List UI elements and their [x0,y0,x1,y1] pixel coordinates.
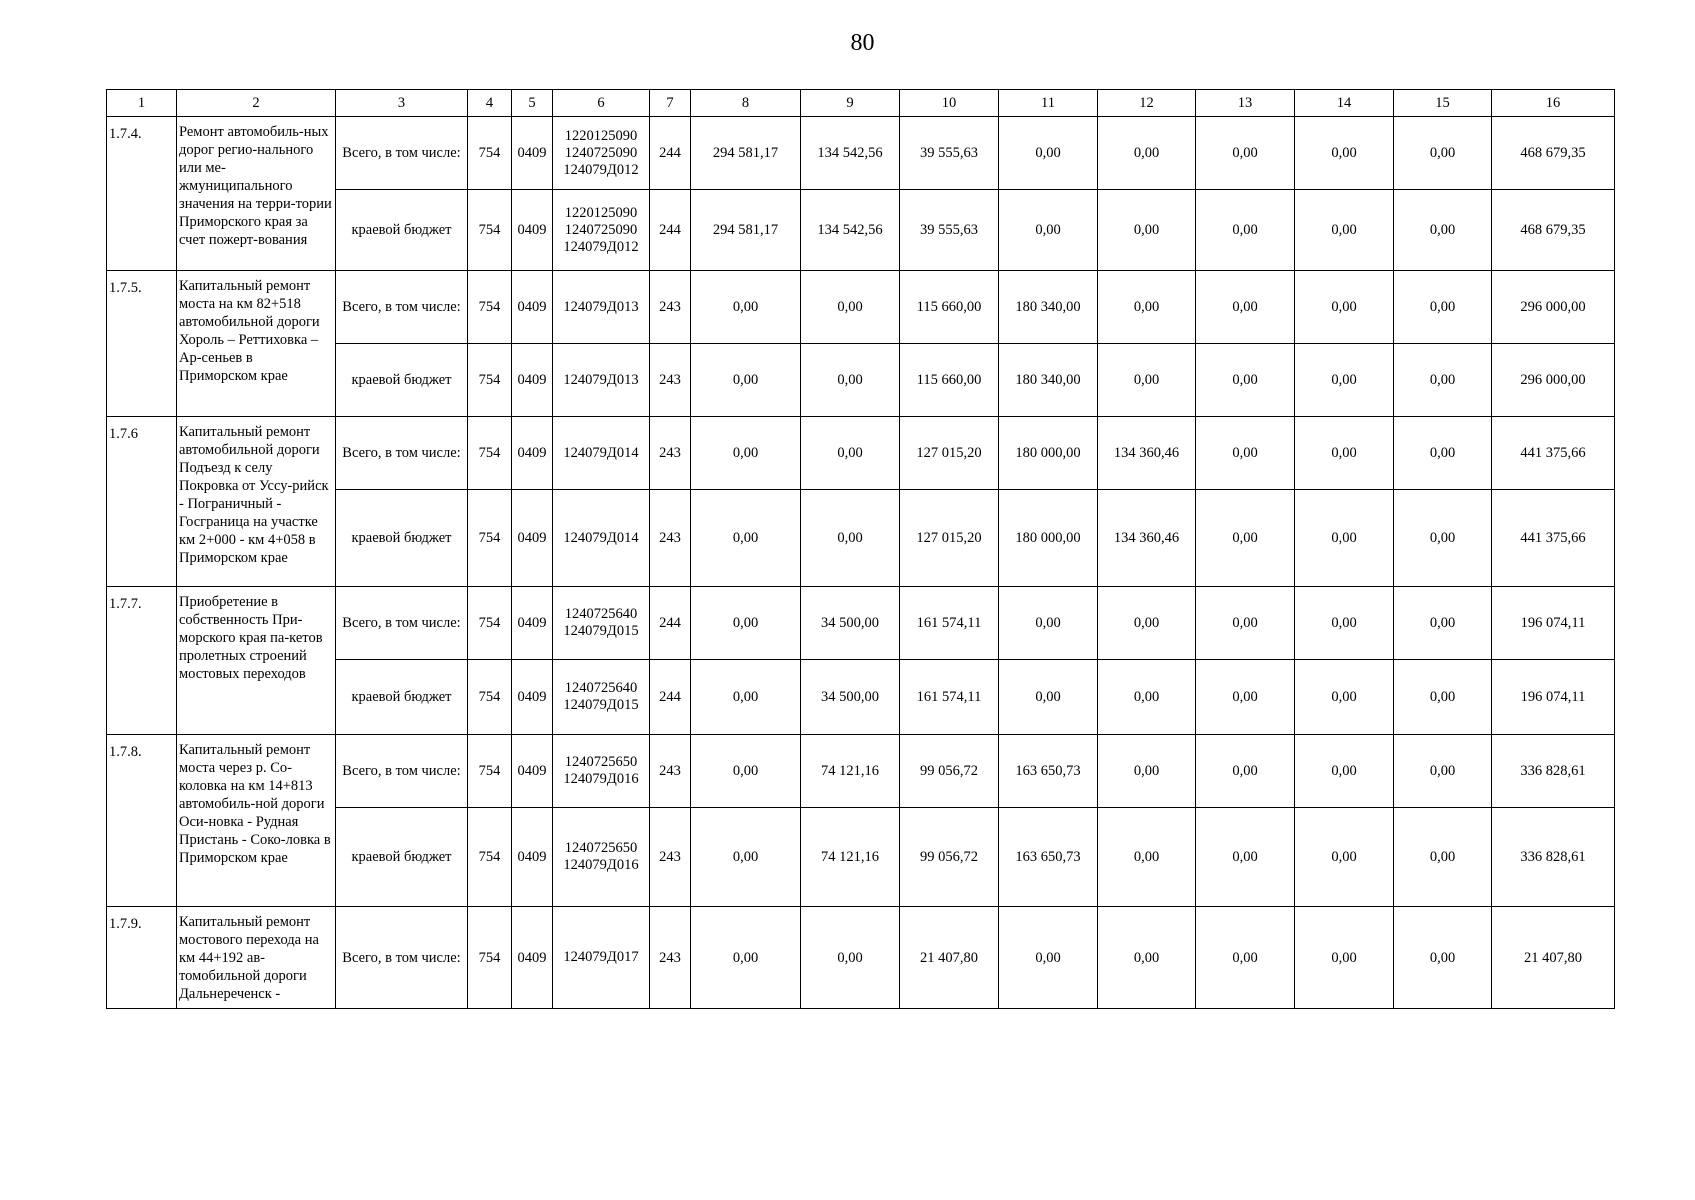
funding-type: краевой бюджет [336,808,468,907]
table-header-row [107,90,1615,117]
target-code: 124079Д016 [563,771,639,787]
amount-col-9: 34 500,00 [801,587,900,660]
expense-type-code: 244 [650,117,691,190]
amount-col-8: 0,00 [691,344,801,417]
amount-col-11: 180 340,00 [999,344,1098,417]
target-code: 124079Д012 [563,238,639,255]
amount-col-9: 74 121,16 [801,735,900,808]
expense-type-code: 243 [650,417,691,490]
item-number: 1.7.8. [107,735,177,907]
target-code: 124079Д013 [563,298,639,315]
amount-col-15: 0,00 [1394,907,1492,1009]
section-code: 0409 [512,490,553,587]
funding-type: Всего, в том числе: [336,735,468,808]
amount-col-12: 0,00 [1098,587,1196,660]
amount-col-13: 0,00 [1196,117,1295,190]
amount-col-13: 0,00 [1196,490,1295,587]
amount-col-15: 0,00 [1394,117,1492,190]
amount-col-10: 115 660,00 [900,344,999,417]
target-code: 124079Д014 [563,444,639,461]
funding-type: Всего, в том числе: [336,587,468,660]
amount-col-10: 115 660,00 [900,271,999,344]
ministry-code: 754 [468,660,512,735]
target-code: 1240725640 [564,680,638,696]
funding-type: краевой бюджет [336,344,468,417]
section-code: 0409 [512,907,553,1009]
column-header-10: 10 [900,90,999,117]
amount-col-16: 441 375,66 [1492,490,1615,587]
amount-col-13: 0,00 [1196,190,1295,271]
section-code: 0409 [512,190,553,271]
ministry-code: 754 [468,907,512,1009]
amount-col-15: 0,00 [1394,344,1492,417]
amount-col-9: 74 121,16 [801,808,900,907]
amount-col-10: 161 574,11 [900,587,999,660]
amount-col-8: 0,00 [691,490,801,587]
target-code: 1240725640 [564,606,638,622]
ministry-code: 754 [468,271,512,344]
amount-col-8: 294 581,17 [691,190,801,271]
amount-col-9: 0,00 [801,271,900,344]
item-number: 1.7.6 [107,417,177,587]
table-row [107,417,1615,490]
target-code: 124079Д014 [563,529,639,546]
expense-type-code: 243 [650,735,691,808]
amount-col-10: 39 555,63 [900,117,999,190]
amount-col-10: 99 056,72 [900,808,999,907]
section-code: 0409 [512,808,553,907]
target-code: 1240725090 [564,221,638,238]
ministry-code: 754 [468,808,512,907]
target-code: 1240725650 [564,754,638,770]
amount-col-11: 163 650,73 [999,808,1098,907]
amount-col-12: 0,00 [1098,907,1196,1009]
amount-col-13: 0,00 [1196,417,1295,490]
column-header-16: 16 [1492,90,1615,117]
target-codes [553,907,650,1009]
column-header-7: 7 [650,90,691,117]
amount-col-13: 0,00 [1196,587,1295,660]
amount-col-15: 0,00 [1394,735,1492,808]
table-body [107,117,1615,1009]
amount-col-15: 0,00 [1394,808,1492,907]
amount-col-16: 196 074,11 [1492,660,1615,735]
page-number: 80 [850,30,875,56]
amount-col-8: 0,00 [691,587,801,660]
amount-col-16: 296 000,00 [1492,271,1615,344]
target-codes [553,190,650,271]
amount-col-16: 441 375,66 [1492,417,1615,490]
amount-col-11: 0,00 [999,190,1098,271]
column-header-3: 3 [336,90,468,117]
amount-col-9: 34 500,00 [801,660,900,735]
amount-col-15: 0,00 [1394,490,1492,587]
amount-col-10: 127 015,20 [900,417,999,490]
expense-type-code: 243 [650,271,691,344]
table-row [107,587,1615,660]
amount-col-15: 0,00 [1394,190,1492,271]
funding-type: Всего, в том числе: [336,417,468,490]
amount-col-8: 0,00 [691,808,801,907]
column-header-8: 8 [691,90,801,117]
amount-col-10: 99 056,72 [900,735,999,808]
amount-col-14: 0,00 [1295,344,1394,417]
item-number: 1.7.7. [107,587,177,735]
funding-type: краевой бюджет [336,490,468,587]
amount-col-12: 0,00 [1098,190,1196,271]
expense-type-code: 244 [650,660,691,735]
amount-col-12: 0,00 [1098,117,1196,190]
section-code: 0409 [512,417,553,490]
amount-col-13: 0,00 [1196,735,1295,808]
table-row [107,271,1615,344]
amount-col-12: 0,00 [1098,660,1196,735]
target-code: 124079Д015 [563,697,639,713]
amount-col-13: 0,00 [1196,271,1295,344]
amount-col-11: 180 000,00 [999,490,1098,587]
amount-col-15: 0,00 [1394,417,1492,490]
amount-col-11: 0,00 [999,907,1098,1009]
amount-col-16: 196 074,11 [1492,587,1615,660]
item-name: Капитальный ремонт моста через р. Со-коловка на км 14+813 автомобиль-ной дороги Оси-новка - Рудная Пристань - Соко-ловка в Приморском крае [177,735,336,907]
section-code: 0409 [512,660,553,735]
section-code: 0409 [512,587,553,660]
section-code: 0409 [512,271,553,344]
target-codes [553,735,650,808]
amount-col-11: 0,00 [999,660,1098,735]
amount-col-12: 134 360,46 [1098,417,1196,490]
amount-col-8: 0,00 [691,735,801,808]
amount-col-9: 134 542,56 [801,117,900,190]
amount-col-14: 0,00 [1295,490,1394,587]
column-header-4: 4 [468,90,512,117]
amount-col-12: 0,00 [1098,808,1196,907]
funding-type: Всего, в том числе: [336,907,468,1009]
amount-col-11: 0,00 [999,117,1098,190]
item-name: Приобретение в собственность При-морского края па-кетов пролетных строений мостовых переходов [177,587,336,735]
amount-col-9: 0,00 [801,490,900,587]
amount-col-10: 161 574,11 [900,660,999,735]
target-code: 1220125090 [564,127,638,144]
amount-col-8: 0,00 [691,907,801,1009]
item-name: Капитальный ремонт моста на км 82+518 автомобильной дороги Хороль – Реттиховка – Ар-сеньев в Приморском крае [177,271,336,417]
amount-col-11: 180 000,00 [999,417,1098,490]
amount-col-15: 0,00 [1394,660,1492,735]
ministry-code: 754 [468,117,512,190]
amount-col-9: 0,00 [801,907,900,1009]
target-code: 124079Д015 [563,623,639,639]
ministry-code: 754 [468,344,512,417]
item-name: Ремонт автомобиль-ных дорог регио-нального или ме-жмуниципального значения на терри-тории Приморского края за счет пожерт-вования [177,117,336,271]
target-codes [553,808,650,907]
amount-col-10: 39 555,63 [900,190,999,271]
target-code: 124079Д013 [563,371,639,388]
amount-col-11: 0,00 [999,587,1098,660]
item-name: Капитальный ремонт мостового перехода на км 44+192 ав-томобильной дороги Дальнереченск - [177,907,336,1009]
amount-col-16: 336 828,61 [1492,735,1615,808]
expense-type-code: 243 [650,808,691,907]
amount-col-8: 0,00 [691,417,801,490]
amount-col-16: 296 000,00 [1492,344,1615,417]
section-code: 0409 [512,344,553,417]
table-row [107,907,1615,1009]
item-number: 1.7.4. [107,117,177,271]
column-header-15: 15 [1394,90,1492,117]
ministry-code: 754 [468,587,512,660]
ministry-code: 754 [468,417,512,490]
amount-col-11: 163 650,73 [999,735,1098,808]
target-code: 1240725650 [564,840,638,856]
amount-col-14: 0,00 [1295,808,1394,907]
amount-col-15: 0,00 [1394,271,1492,344]
amount-col-8: 0,00 [691,271,801,344]
target-codes [553,587,650,660]
amount-col-14: 0,00 [1295,587,1394,660]
column-header-11: 11 [999,90,1098,117]
funding-type: Всего, в том числе: [336,271,468,344]
amount-col-11: 180 340,00 [999,271,1098,344]
amount-col-15: 0,00 [1394,587,1492,660]
target-codes [553,490,650,587]
budget-table [106,89,1615,1009]
expense-type-code: 244 [650,190,691,271]
column-header-5: 5 [512,90,553,117]
amount-col-8: 294 581,17 [691,117,801,190]
target-codes [553,271,650,344]
amount-col-12: 0,00 [1098,271,1196,344]
expense-type-code: 244 [650,587,691,660]
ministry-code: 754 [468,735,512,808]
ministry-code: 754 [468,190,512,271]
amount-col-13: 0,00 [1196,907,1295,1009]
amount-col-10: 21 407,80 [900,907,999,1009]
column-header-2: 2 [177,90,336,117]
expense-type-code: 243 [650,344,691,417]
amount-col-14: 0,00 [1295,190,1394,271]
column-header-14: 14 [1295,90,1394,117]
target-codes [553,117,650,190]
column-header-9: 9 [801,90,900,117]
amount-col-14: 0,00 [1295,117,1394,190]
amount-col-10: 127 015,20 [900,490,999,587]
target-codes [553,660,650,735]
amount-col-13: 0,00 [1196,808,1295,907]
section-code: 0409 [512,117,553,190]
target-code: 124079Д012 [563,161,639,178]
amount-col-13: 0,00 [1196,660,1295,735]
item-name: Капитальный ремонт автомобильной дороги Подъезд к селу Покровка от Уссу-рийск - Пограничный - Госграница на участке км 2+000 - км 4+058 в Приморском крае [177,417,336,587]
expense-type-code: 243 [650,907,691,1009]
column-header-12: 12 [1098,90,1196,117]
expense-type-code: 243 [650,490,691,587]
ministry-code: 754 [468,490,512,587]
amount-col-9: 0,00 [801,344,900,417]
funding-type: Всего, в том числе: [336,117,468,190]
section-code: 0409 [512,735,553,808]
amount-col-12: 0,00 [1098,344,1196,417]
amount-col-16: 21 407,80 [1492,907,1615,1009]
target-code: 1220125090 [564,204,638,221]
funding-type: краевой бюджет [336,190,468,271]
amount-col-16: 468 679,35 [1492,117,1615,190]
target-codes [553,417,650,490]
amount-col-12: 134 360,46 [1098,490,1196,587]
column-header-1: 1 [107,90,177,117]
amount-col-14: 0,00 [1295,735,1394,808]
target-code: 1240725090 [564,144,638,161]
amount-col-14: 0,00 [1295,271,1394,344]
amount-col-14: 0,00 [1295,660,1394,735]
column-header-6: 6 [553,90,650,117]
amount-col-8: 0,00 [691,660,801,735]
amount-col-9: 0,00 [801,417,900,490]
item-number: 1.7.5. [107,271,177,417]
amount-col-13: 0,00 [1196,344,1295,417]
table-row [107,735,1615,808]
amount-col-9: 134 542,56 [801,190,900,271]
table-row [107,117,1615,190]
column-header-13: 13 [1196,90,1295,117]
funding-type: краевой бюджет [336,660,468,735]
item-number: 1.7.9. [107,907,177,1009]
target-codes [553,344,650,417]
amount-col-14: 0,00 [1295,907,1394,1009]
target-code: 124079Д017 [563,949,639,965]
amount-col-12: 0,00 [1098,735,1196,808]
amount-col-14: 0,00 [1295,417,1394,490]
target-code: 124079Д016 [563,857,639,873]
amount-col-16: 468 679,35 [1492,190,1615,271]
amount-col-16: 336 828,61 [1492,808,1615,907]
